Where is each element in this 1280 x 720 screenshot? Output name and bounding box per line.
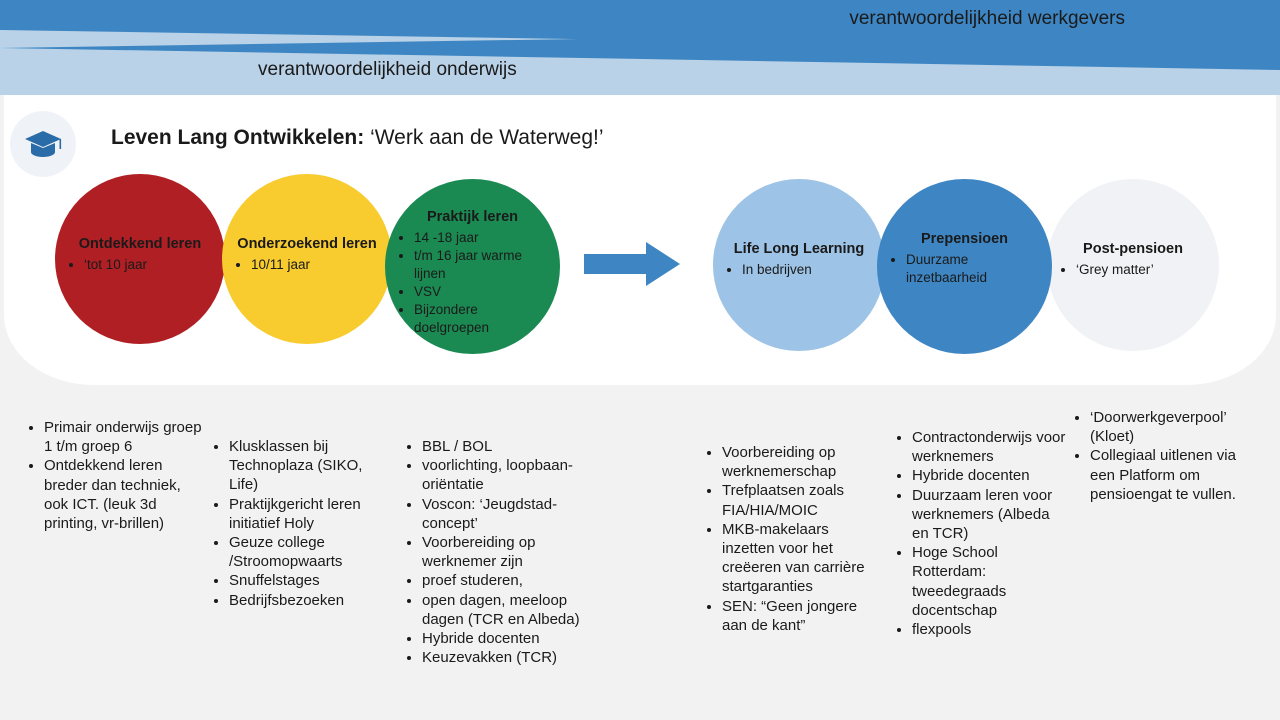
- list-item: • Hoge School Rotterdam: tweedegraads docentschap: [912, 543, 1070, 620]
- list-item: • Voorbereiding op werknemerschap: [722, 443, 885, 481]
- list-item: • SEN: “Geen jongere aan de kant”: [722, 597, 885, 635]
- stage-title: Life Long Learning: [733, 241, 865, 257]
- page-title-bold: Leven Lang Ontwikkelen:: [111, 126, 365, 149]
- stage-bullet: • Duurzame inzetbaarheid: [906, 251, 1038, 287]
- list-item: • MKB-makelaars inzetten voor het creëeren van carrière startgaranties: [722, 520, 885, 597]
- stage-bullets: [727, 261, 871, 279]
- stage-title: Onderzoekend leren: [237, 236, 377, 252]
- stage-title: Ontdekkend leren: [78, 236, 202, 252]
- stage-circle-ontdekkend-leren[interactable]: [55, 174, 225, 344]
- list-item: • Hybride docenten: [422, 629, 610, 648]
- column-bbl-bol: [400, 437, 610, 667]
- list-item: • Praktijkgericht leren initiatief Holy: [229, 495, 395, 533]
- column-list: [400, 437, 610, 667]
- banner-label-education: verantwoordelijkheid onderwijs: [258, 59, 517, 80]
- banner-label-employers: verantwoordelijkheid werkgevers: [849, 8, 1125, 29]
- column-werknemerschap: [700, 443, 885, 635]
- page-title-rest: ‘Werk aan de Waterweg!’: [364, 126, 604, 149]
- stage-content: [1047, 241, 1219, 279]
- list-item: • Klusklassen bij Technoplaza (SIKO, Life): [229, 437, 395, 495]
- stage-bullet: • ‘tot 10 jaar: [84, 256, 211, 274]
- list-item: • flexpools: [912, 620, 1070, 639]
- graduation-cap-glyph: [23, 128, 63, 160]
- stage-bullets: [236, 256, 378, 274]
- stage-circle-praktijk-leren[interactable]: [385, 179, 560, 354]
- list-item: • Voorbereiding op werknemer zijn: [422, 533, 610, 571]
- stage-content: [713, 241, 885, 279]
- list-item: • Collegiaal uitlenen via een Platform om pensioengat te vullen.: [1090, 446, 1263, 504]
- stage-content: [877, 231, 1052, 287]
- list-item: • voorlichting, loopbaan-oriëntatie: [422, 456, 610, 494]
- stage-bullet: • Bijzondere doelgroepen: [414, 301, 546, 337]
- stage-bullet: • In bedrijven: [742, 261, 871, 279]
- stage-content: [222, 236, 392, 274]
- list-item: • Geuze college /Stroomopwaarts: [229, 533, 395, 571]
- list-item: • BBL / BOL: [422, 437, 610, 456]
- stage-bullets: [891, 251, 1038, 287]
- list-item: • Primair onderwijs groep 1 t/m groep 6: [44, 418, 204, 456]
- list-item: • proef studeren,: [422, 571, 610, 590]
- column-primair-onderwijs: [22, 418, 204, 533]
- column-doorwerkgeverpool: [1068, 408, 1263, 504]
- responsibility-banner: [0, 0, 1280, 95]
- stage-bullet: • 10/11 jaar: [251, 256, 378, 274]
- stage-bullet: • VSV: [414, 283, 546, 301]
- column-list: [22, 418, 204, 533]
- column-list: [700, 443, 885, 635]
- stage-title: Prepensioen: [920, 231, 1009, 247]
- stage-bullet: • t/m 16 jaar warme lijnen: [414, 247, 546, 283]
- list-item: • Bedrijfsbezoeken: [229, 591, 395, 610]
- detail-columns: [0, 400, 1280, 720]
- arrow-glyph: [584, 240, 684, 288]
- column-list: [207, 437, 395, 610]
- stage-bullets: [399, 229, 546, 337]
- column-contractonderwijs: [890, 428, 1070, 639]
- stage-bullets: [1061, 261, 1205, 279]
- page-title: [111, 126, 604, 150]
- graduation-cap-icon: [10, 111, 76, 177]
- right-arrow-icon: [584, 240, 684, 293]
- column-list: [890, 428, 1070, 639]
- list-item: • Hybride docenten: [912, 466, 1070, 485]
- stage-circle-prepensioen[interactable]: [877, 179, 1052, 354]
- list-item: • Trefplaatsen zoals FIA/HIA/MOIC: [722, 481, 885, 519]
- list-item: • Keuzevakken (TCR): [422, 648, 610, 667]
- stage-circle-life-long-learning[interactable]: [713, 179, 885, 351]
- stage-bullets: [69, 256, 211, 274]
- stage-bullet: • ‘Grey matter’: [1076, 261, 1205, 279]
- stage-circle-onderzoekend-leren[interactable]: [222, 174, 392, 344]
- stage-title: Post-pensioen: [1083, 241, 1183, 257]
- stage-content: [385, 209, 560, 337]
- list-item: • ‘Doorwerkgeverpool’ (Kloet): [1090, 408, 1263, 446]
- list-item: • Voscon: ‘Jeugdstad-concept’: [422, 495, 610, 533]
- list-item: • Ontdekkend leren breder dan techniek, ook ICT. (leuk 3d printing, vr-brillen): [44, 456, 204, 533]
- list-item: • Duurzaam leren voor werknemers (Albeda en TCR): [912, 486, 1070, 544]
- list-item: • Snuffelstages: [229, 571, 395, 590]
- stage-content: [55, 236, 225, 274]
- stage-title: Praktijk leren: [426, 209, 519, 225]
- column-klusklassen: [207, 437, 395, 610]
- stage-bullet: • 14 -18 jaar: [414, 229, 546, 247]
- list-item: • open dagen, meeloop dagen (TCR en Albeda): [422, 591, 610, 629]
- list-item: • Contractonderwijs voor werknemers: [912, 428, 1070, 466]
- column-list: [1068, 408, 1263, 504]
- stage-circle-post-pensioen[interactable]: [1047, 179, 1219, 351]
